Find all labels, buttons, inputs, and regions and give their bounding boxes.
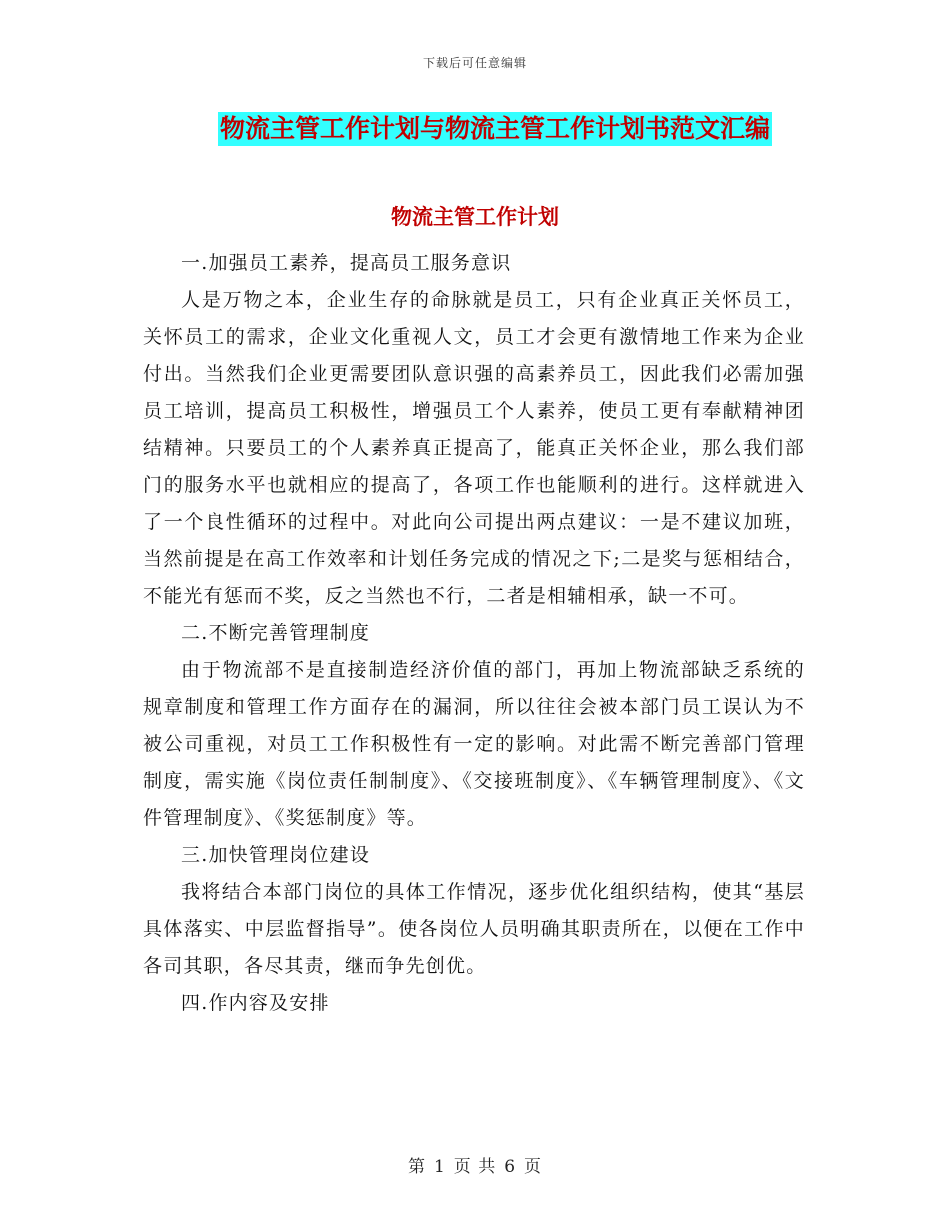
footer-suffix: 页 bbox=[524, 1157, 543, 1177]
page-total: 6 bbox=[504, 1157, 517, 1177]
heading-3: 三.加快管理岗位建设 bbox=[181, 844, 371, 866]
footer-prefix: 第 bbox=[407, 1157, 426, 1177]
header-note: 下载后可任意编辑 bbox=[422, 56, 527, 70]
heading-2: 二.不断完善管理制度 bbox=[181, 622, 371, 644]
document-title: 物流主管工作计划与物流主管工作计划书范文汇编 bbox=[218, 112, 772, 146]
paragraph-2: 由于物流部不是直接制造经济价值的部门，再加上物流部缺乏系统的规章制度和管理工作方面存在的漏洞，所以往往会被本部门员工误认为不被公司重视，对员工工作积极性有一定的影响。对此需不断完善部门管理制度，需实施《岗位责任制制度》、《交接班制度》、《车辆管理制度》、《文件管理制度》、《奖惩制度》等。 bbox=[143, 659, 805, 829]
page-footer bbox=[0, 1152, 950, 1177]
document-body bbox=[143, 245, 805, 1022]
paragraph-1: 人是万物之本，企业生存的命脉就是员工，只有企业真正关怀员工，关怀员工的需求，企业文化重视人文，员工才会更有激情地工作来为企业付出。当然我们企业更需要团队意识强的高素养员工，因此我们必需加强员工培训，提高员工积极性，增强员工个人素养，使员工更有奉献精神团结精神。只要员工的个人素养真正提高了，能真正关怀企业，那么我们部门的服务水平也就相应的提高了，各项工作也能顺利的进行。这样就进入了一个良性循环的过程中。对此向公司提出两点建议：一是不建议加班，当然前提是在高工作效率和计划任务完成的情况之下;二是奖与惩相结合，不能光有惩而不奖，反之当然也不行，二者是相辅相承，缺一不可。 bbox=[143, 289, 805, 607]
document-title-wrapper bbox=[0, 112, 950, 146]
heading-4: 四.作内容及安排 bbox=[181, 992, 330, 1014]
heading-1: 一.加强员工素养，提高员工服务意识 bbox=[181, 252, 512, 274]
page-current: 1 bbox=[433, 1157, 446, 1177]
paragraph-3: 我将结合本部门岗位的具体工作情况，逐步优化组织结构，使其“基层具体落实、中层监督指导”。使各岗位人员明确其职责所在，以便在工作中各司其职，各尽其责，继而争先创优。 bbox=[143, 881, 805, 977]
section-title: 物流主管工作计划 bbox=[391, 205, 559, 229]
footer-mid: 页 共 bbox=[453, 1157, 497, 1177]
